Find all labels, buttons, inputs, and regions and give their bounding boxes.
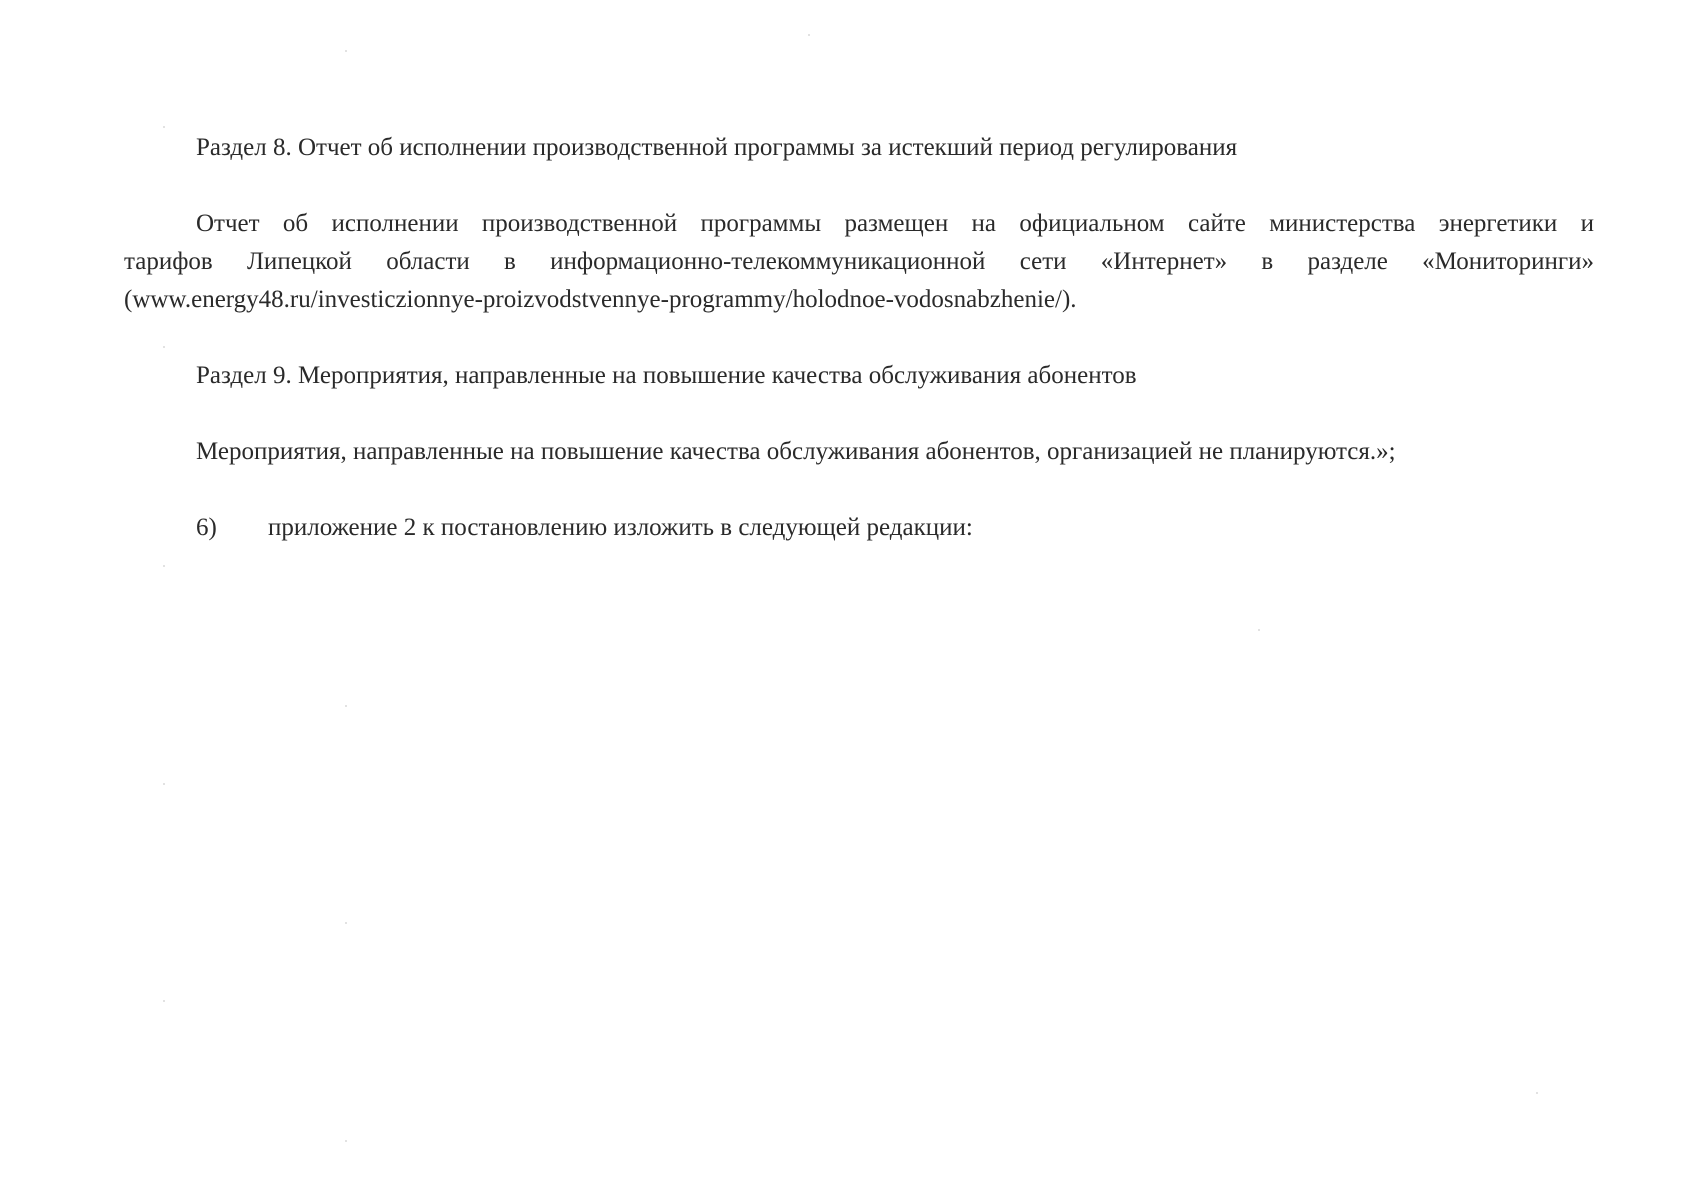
scan-speck bbox=[163, 346, 165, 348]
item-6-number: 6) bbox=[196, 514, 217, 541]
section-8-text-line-1: Отчет об исполнении производственной программы размещен на официальном сайте министерства энергетики и bbox=[196, 210, 1594, 237]
section-9-heading: Раздел 9. Мероприятия, направленные на повышение качества обслуживания абонентов bbox=[196, 362, 1137, 389]
scan-speck bbox=[345, 922, 347, 924]
scan-speck bbox=[1258, 629, 1260, 631]
scan-speck bbox=[345, 1140, 347, 1142]
section-8-heading: Раздел 8. Отчет об исполнении производственной программы за истекший период регулирования bbox=[196, 134, 1238, 161]
scan-speck bbox=[345, 705, 347, 707]
scan-speck bbox=[808, 34, 810, 36]
scan-speck bbox=[163, 565, 165, 567]
item-6-text: приложение 2 к постановлению изложить в следующей редакции: bbox=[268, 514, 973, 541]
section-8-text-line-3: (www.energy48.ru/investiczionnye-proizvodstvennye-programmy/holodnoe-vodosnabzhenie/). bbox=[124, 286, 1077, 313]
scan-speck bbox=[163, 126, 165, 128]
section-8-text-line-2: тарифов Липецкой области в информационно-телекоммуникационной сети «Интернет» в разделе «Мониторинги» bbox=[124, 248, 1594, 275]
scan-speck bbox=[1536, 1092, 1538, 1094]
section-9-text: Мероприятия, направленные на повышение качества обслуживания абонентов, организацией не планируются.»; bbox=[196, 438, 1396, 465]
scan-speck bbox=[163, 783, 165, 785]
scan-speck bbox=[345, 50, 347, 52]
scan-speck bbox=[163, 1000, 165, 1002]
